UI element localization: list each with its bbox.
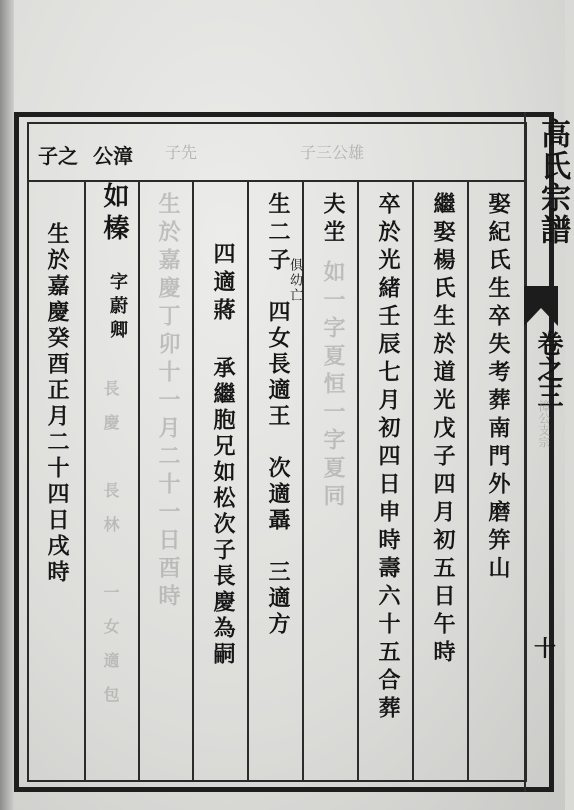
column-rule [138,180,140,780]
column-rule [467,180,469,780]
text-column-5-body: 四女長適王 次適聶 三適方 [265,300,291,638]
header-zi-zhi: 子之 [38,144,78,168]
column-rule [357,180,359,780]
text-column-5-head: 生二子 [265,192,291,276]
column-rule [247,180,249,780]
text-column-1: 娶紀氏生卒失考葬南門外磨笄山 [485,192,511,584]
text-column-3: 卒於光緒壬辰七月初四日申時壽六十五合葬 [375,192,401,724]
text-column-9: 生於嘉慶癸酉正月二十四日戌時 [44,222,70,586]
text-column-8-name: 如榛 [99,182,129,246]
text-column-4-faded: 如一字夏恒一字夏同 [320,260,346,512]
book-gutter [0,0,14,810]
column-rule [412,180,414,780]
text-column-5-note: 俱幼亡 [287,258,302,303]
header-faded-mid: 子三公雄 [300,143,365,162]
fishtail-mark [524,286,558,326]
juan-label: 卷之三 [533,330,563,408]
column-rule [192,180,194,780]
text-column-6-head: 四適蔣 [210,242,236,326]
header-faded-left: 子先 [165,143,198,162]
text-column-7-faded: 生於嘉慶丁卯十一月二十一日酉時 [155,192,181,612]
book-title: 高氏宗譜 [535,118,570,246]
text-column-8-faded: 長慶 長林 一女適包 [101,380,120,720]
text-column-6-body: 承繼胞兄如松次子長慶為嗣 [210,356,236,668]
text-column-2: 繼娶楊氏生於道光戊子四月初五日午時 [430,192,456,668]
header-gong-zhang: 公漳 [93,144,133,168]
folio-number: 十 [534,636,557,662]
text-column-4-name: 夫坣 [320,192,346,248]
banxin-faded-note: 漳公支宗 [537,400,551,448]
column-rule [84,180,86,780]
text-column-8-courtesy: 字蔚卿 [107,272,128,344]
